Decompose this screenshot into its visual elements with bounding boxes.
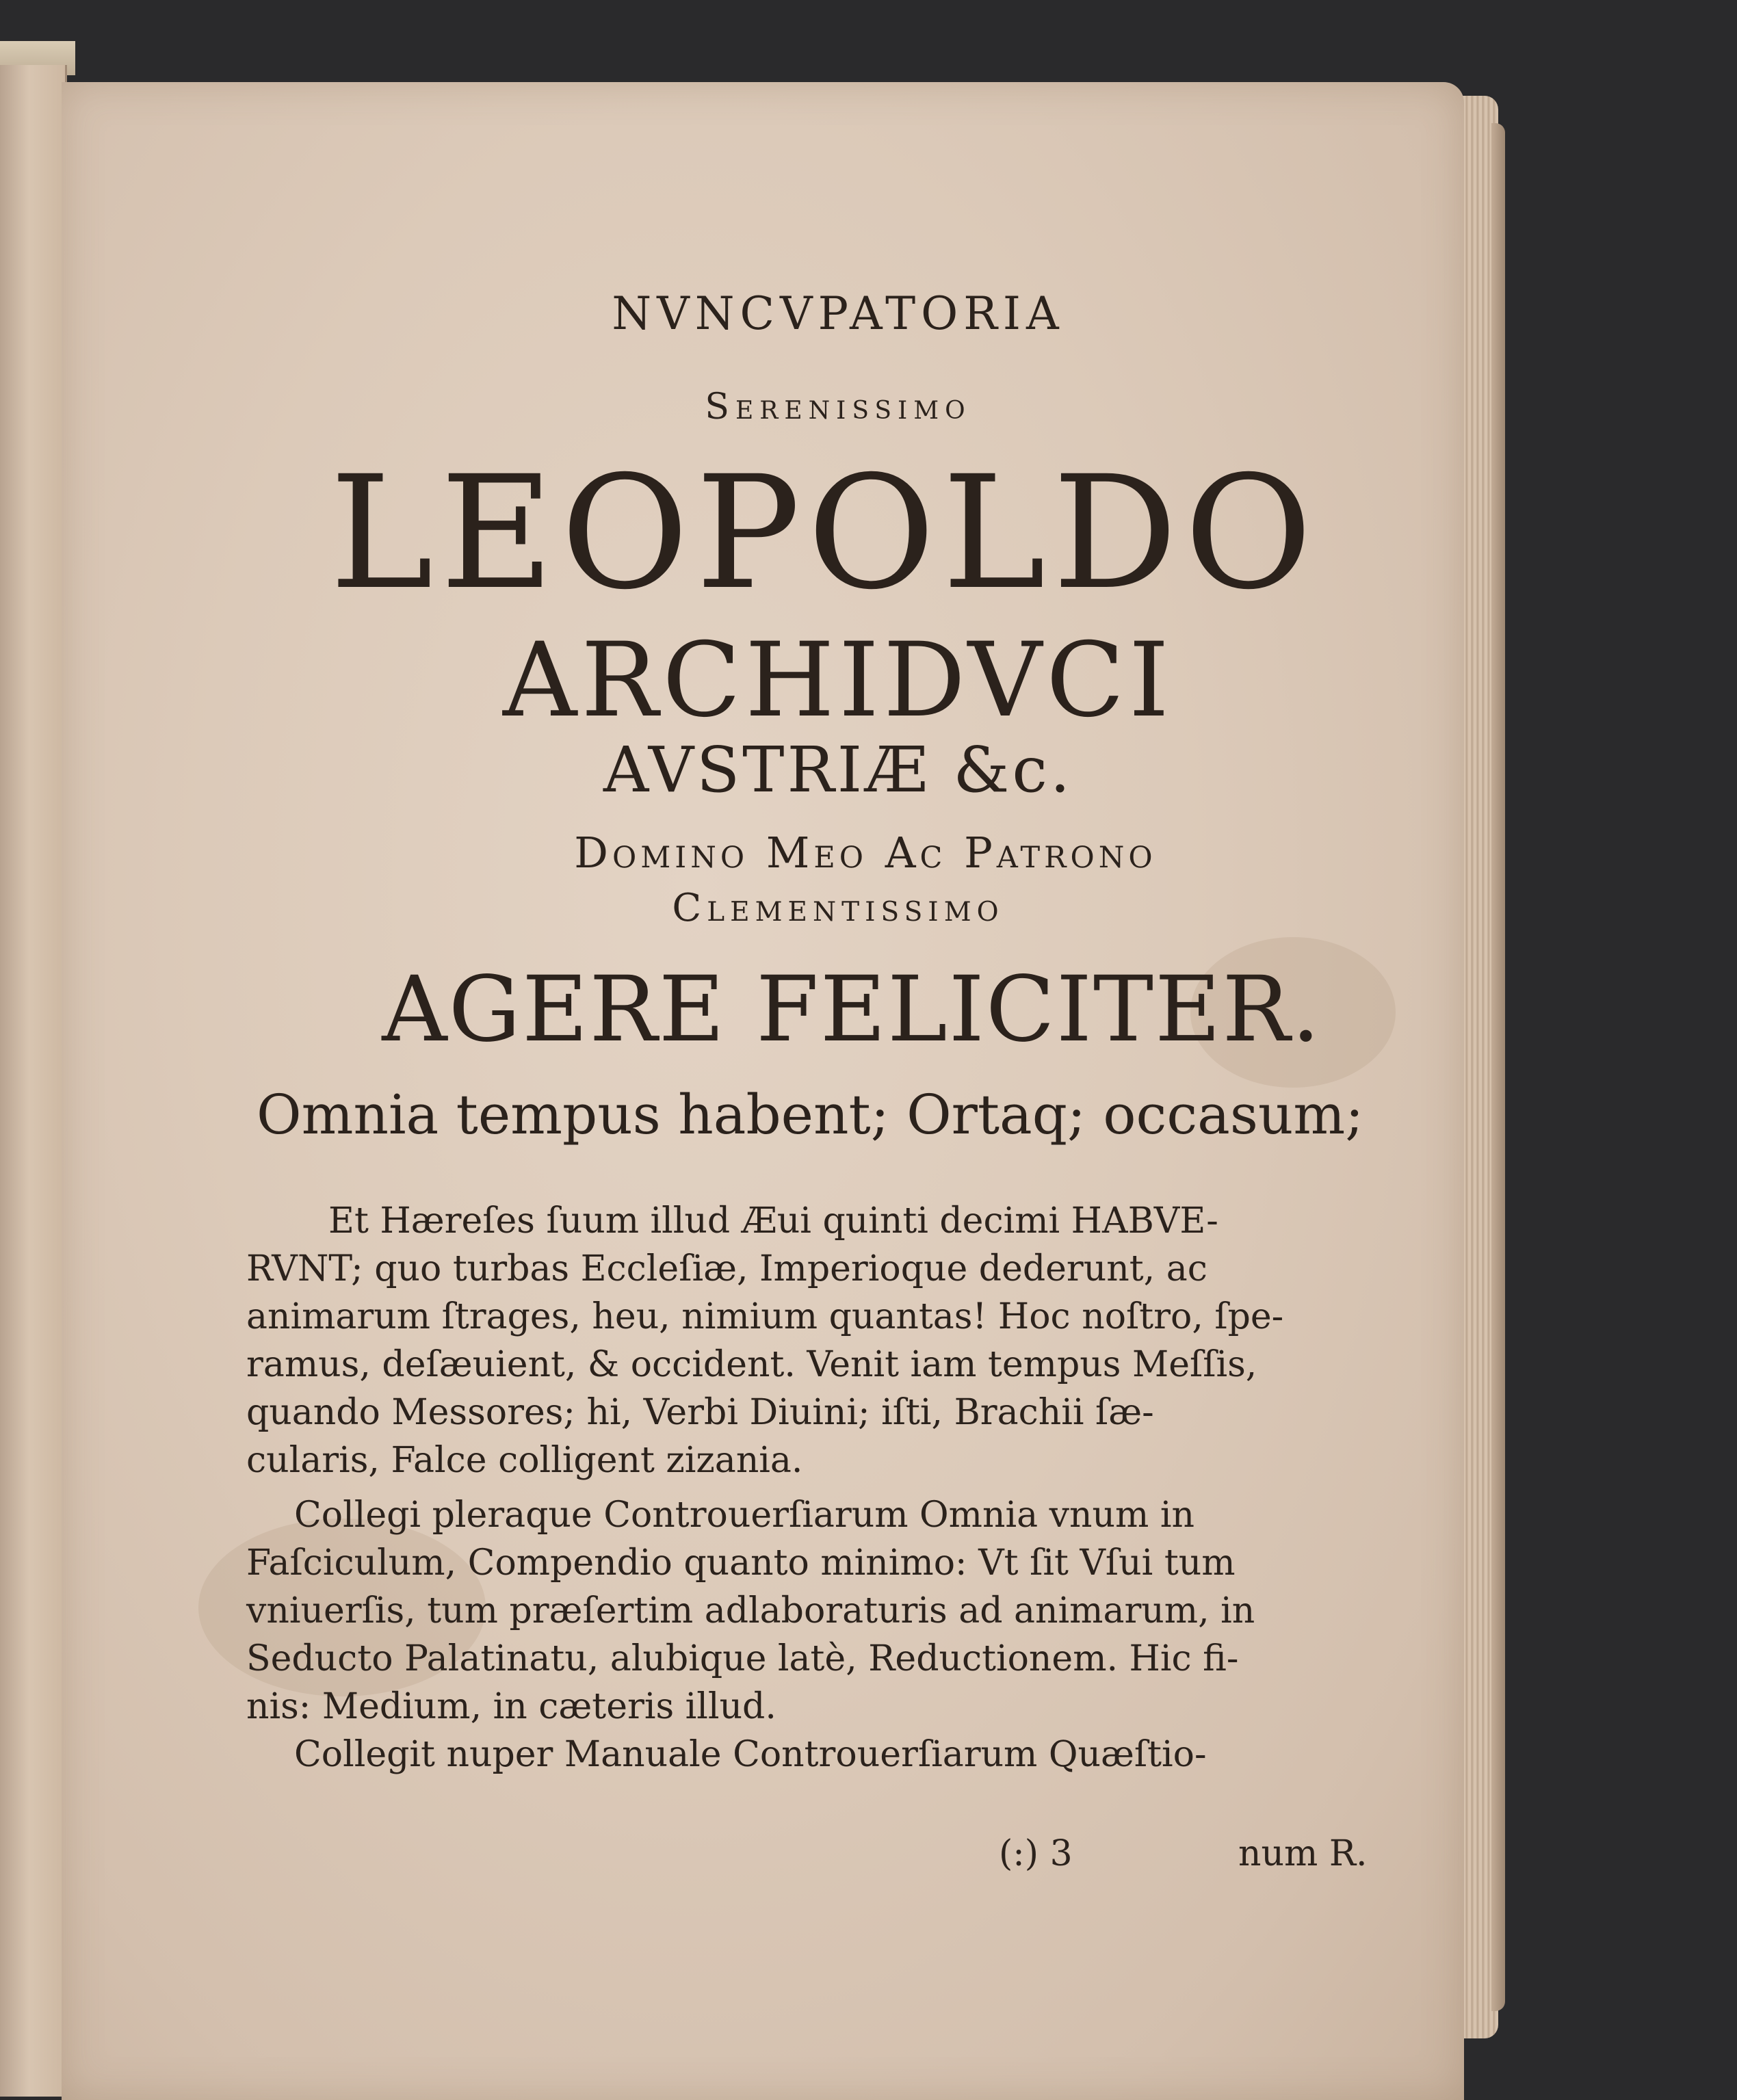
- dedication-domino: Domino Meo Ac Patrono: [574, 828, 1157, 878]
- body-line-7: Collegi pleraque Controuerſiarum Omnia vnum in: [294, 1495, 1194, 1536]
- body-line-8: Faſciculum, Compendio quanto minimo: Vt ſit Vſui tum: [246, 1543, 1236, 1584]
- left-page-edge: [0, 65, 67, 2097]
- body-line-10: Seducto Palatinatu, alubique latè, Reductionem. Hic fi-: [246, 1638, 1239, 1679]
- salutation-agere-feliciter: AGERE FELICITER.: [382, 957, 1322, 1062]
- signature-mark: (:) 3: [999, 1833, 1073, 1874]
- body-line-5: quando Messores; hi, Verbi Diuini; iſti, Brachii ſæ-: [246, 1392, 1154, 1433]
- title-leopoldo: LEOPOLDO: [329, 442, 1320, 624]
- title-austriae: AVSTRIÆ &c.: [603, 733, 1073, 806]
- title-archiduci: ARCHIDVCI: [502, 621, 1174, 740]
- body-line-9: vniuerſis, tum præſertim adlaboraturis ad animarum, in: [246, 1590, 1255, 1631]
- body-line-2: RVNT; quo turbas Eccleſiæ, Imperioque dederunt, ac: [246, 1248, 1207, 1289]
- heading-serenissimo: Serenissimo: [705, 386, 971, 428]
- body-line-4: ramus, deſæuient, & occident. Venit iam tempus Meſſis,: [246, 1344, 1257, 1385]
- catchword: num R.: [1238, 1833, 1368, 1874]
- body-line-12: Collegit nuper Manuale Controuerſiarum Quæſtio-: [294, 1734, 1207, 1775]
- book-page: [62, 82, 1464, 2100]
- dedication-clementissimo: Clementissimo: [672, 886, 1004, 930]
- body-line-1: Et Hæreſes ſuum illud Æui quinti decimi HABVE-: [328, 1200, 1218, 1242]
- body-line-11: nis: Medium, in cæteris illud.: [246, 1686, 776, 1727]
- body-line-3: animarum ſtrages, heu, nimium quantas! Hoc noſtro, ſpe-: [246, 1296, 1284, 1337]
- motto-line: Omnia tempus habent; Ortaq; occasum;: [257, 1083, 1364, 1146]
- heading-nuncupatoria: NVNCVPATORIA: [612, 287, 1065, 340]
- body-line-6: cularis, Falce colligent zizania.: [246, 1440, 803, 1481]
